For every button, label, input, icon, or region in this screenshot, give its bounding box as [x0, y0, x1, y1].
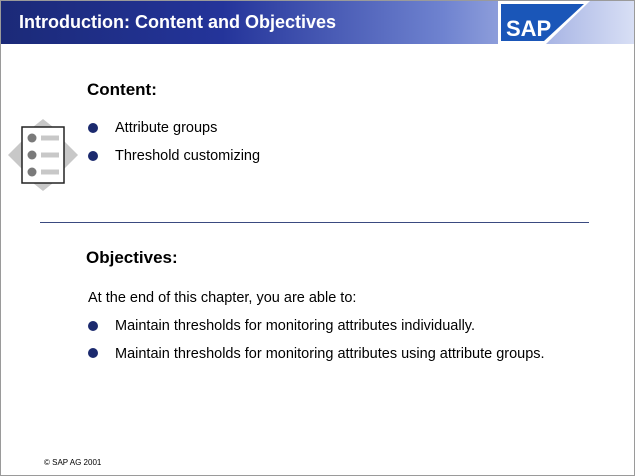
content-heading: Content:	[87, 80, 157, 99]
section-divider	[40, 222, 589, 223]
list-item	[88, 120, 260, 137]
list-item	[88, 148, 260, 165]
list-item	[88, 345, 568, 364]
content-list	[88, 120, 260, 165]
content-item-text: Attribute groups	[115, 120, 218, 136]
list-item	[88, 318, 568, 335]
objectives-heading: Objectives:	[86, 248, 178, 267]
bullet-icon	[88, 348, 98, 358]
objective-item-text: Maintain thresholds for monitoring attributes individually.	[115, 318, 475, 334]
list-icon	[8, 117, 78, 193]
bullet-icon	[88, 151, 98, 161]
objectives-intro: At the end of this chapter, you are able to:	[88, 290, 357, 306]
bullet-icon	[88, 123, 98, 133]
objective-item-text: Maintain thresholds for monitoring attributes using attribute groups.	[115, 346, 545, 362]
bullet-icon	[88, 321, 98, 331]
slide-title: Introduction: Content and Objectives	[19, 12, 337, 32]
sap-logo	[498, 1, 590, 44]
sap-logo-text: SAP	[506, 16, 552, 41]
copyright-notice: © SAP AG 2001	[44, 458, 102, 467]
content-item-text: Threshold customizing	[115, 148, 261, 164]
objectives-list	[88, 318, 568, 364]
